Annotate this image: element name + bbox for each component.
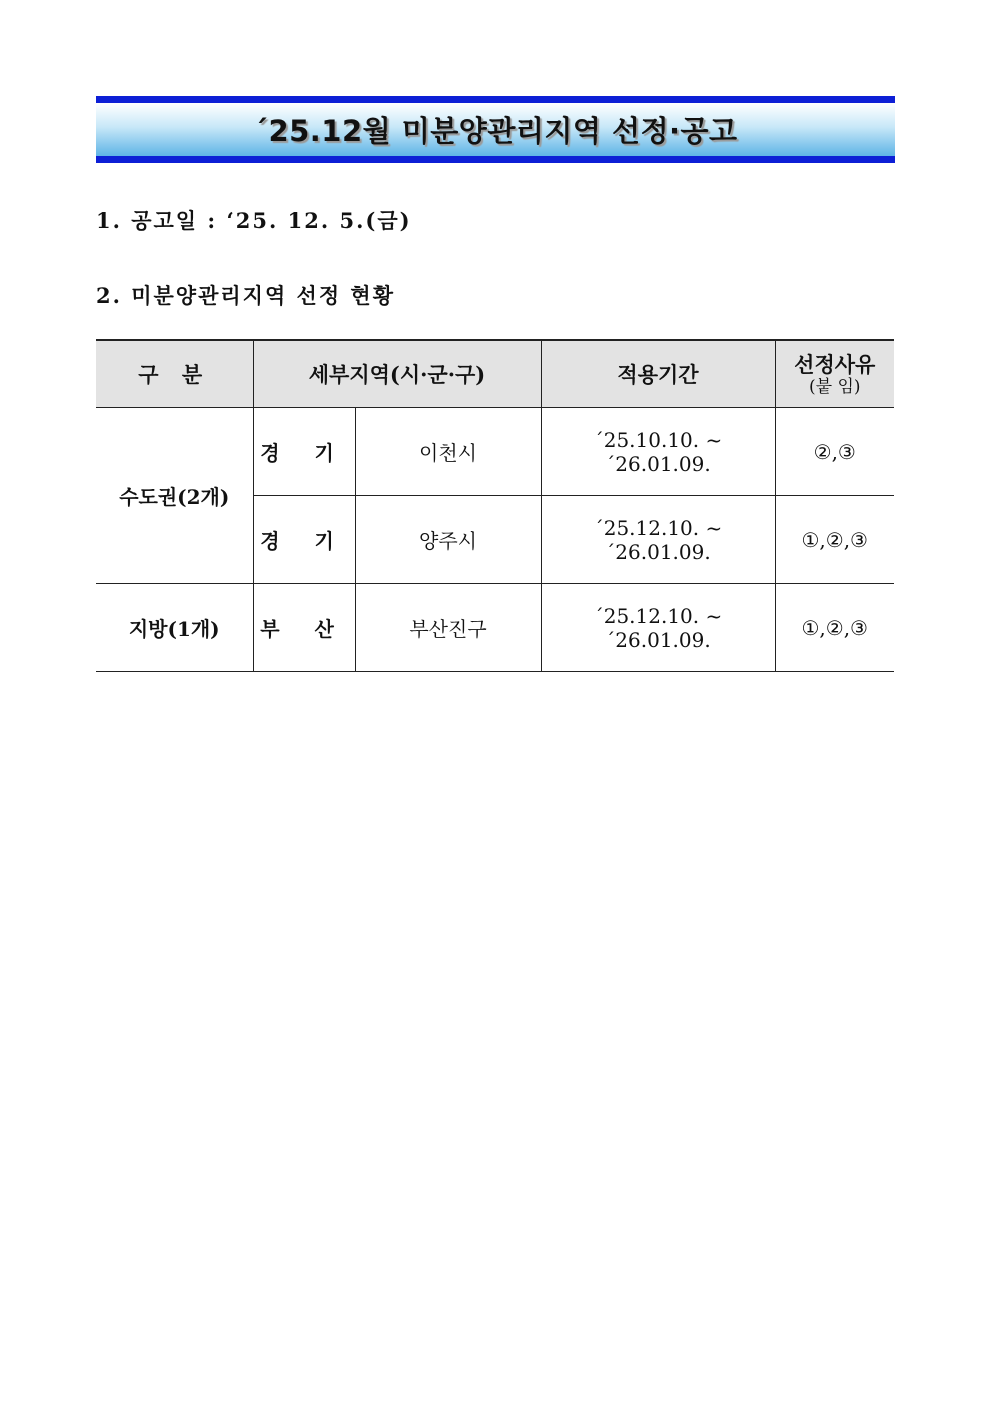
city-cell: 이천시 bbox=[355, 408, 541, 496]
city-cell: 양주시 bbox=[355, 496, 541, 584]
period-cell: ´25.12.10. ~´26.01.09. bbox=[541, 496, 775, 584]
table-row bbox=[96, 408, 894, 496]
announcement-date: 1. 공고일 : ‘25. 12. 5.(금) bbox=[96, 208, 412, 233]
table-header-row bbox=[96, 340, 894, 408]
province-cell: 경 기 bbox=[253, 496, 355, 584]
designation-status-table bbox=[96, 339, 894, 672]
province-cell: 경 기 bbox=[253, 408, 355, 496]
header-reason-sub: (붙 임) bbox=[808, 377, 861, 397]
title-banner bbox=[96, 96, 895, 163]
page-title: ´25.12월 미분양관리지역 선정·공고 bbox=[253, 114, 738, 148]
reason-cell: ①,②,③ bbox=[775, 584, 894, 672]
category-cell: 수도권(2개) bbox=[96, 408, 253, 584]
header-reason bbox=[775, 340, 894, 408]
period-cell: ´25.12.10. ~´26.01.09. bbox=[541, 584, 775, 672]
period-cell: ´25.10.10. ~´26.01.09. bbox=[541, 408, 775, 496]
section-heading-status: 2. 미분양관리지역 선정 현황 bbox=[96, 283, 396, 308]
reason-cell: ②,③ bbox=[775, 408, 894, 496]
city-cell: 부산진구 bbox=[355, 584, 541, 672]
category-cell: 지방(1개) bbox=[96, 584, 253, 672]
header-period: 적용기간 bbox=[541, 340, 775, 408]
reason-cell: ①,②,③ bbox=[775, 496, 894, 584]
header-reason-main: 선정사유 bbox=[794, 352, 876, 377]
header-region: 세부지역(시·군·구) bbox=[253, 340, 541, 408]
province-cell: 부 산 bbox=[253, 584, 355, 672]
table-row bbox=[96, 584, 894, 672]
header-category: 구 분 bbox=[96, 340, 253, 408]
